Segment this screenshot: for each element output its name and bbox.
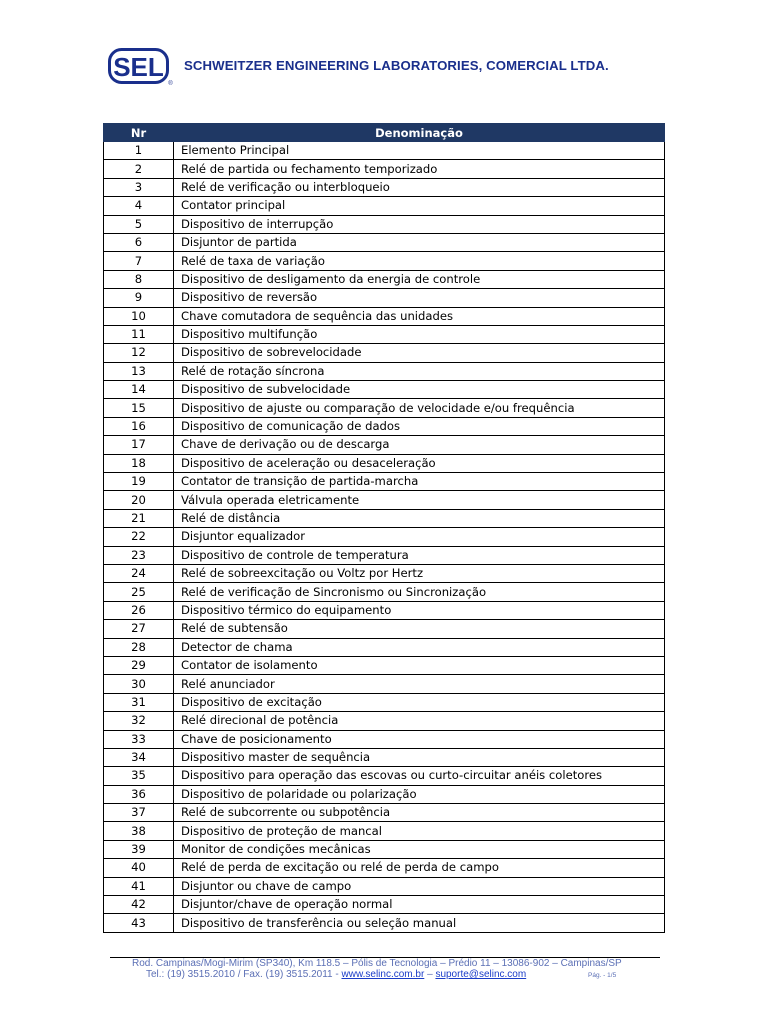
company-name: SCHWEITZER ENGINEERING LABORATORIES, COMERCIAL LTDA. — [184, 58, 609, 73]
row-denomination: Dispositivo de polaridade ou polarização — [174, 785, 665, 803]
table-row — [104, 730, 665, 748]
row-denomination: Relé de rotação síncrona — [174, 362, 665, 380]
registered-mark: ® — [168, 81, 173, 86]
row-denomination: Relé de distância — [174, 509, 665, 527]
row-number: 38 — [104, 822, 174, 840]
row-denomination: Dispositivo de transferência ou seleção manual — [174, 914, 665, 932]
footer-separator: – — [424, 969, 436, 980]
row-number: 22 — [104, 528, 174, 546]
row-denomination: Chave de derivação ou de descarga — [174, 436, 665, 454]
page-number: Pág. - 1/5 — [588, 972, 617, 979]
row-number: 13 — [104, 362, 174, 380]
row-denomination: Relé de verificação de Sincronismo ou Sincronização — [174, 583, 665, 601]
row-number: 9 — [104, 289, 174, 307]
table-row — [104, 307, 665, 325]
table-row — [104, 454, 665, 472]
table-header-row — [104, 124, 665, 142]
table-row — [104, 914, 665, 932]
row-number: 28 — [104, 638, 174, 656]
table-row — [104, 436, 665, 454]
table-row — [104, 233, 665, 251]
table-row — [104, 896, 665, 914]
row-denomination: Chave comutadora de sequência das unidades — [174, 307, 665, 325]
row-number: 19 — [104, 473, 174, 491]
table-row — [104, 546, 665, 564]
table-row — [104, 197, 665, 215]
row-number: 17 — [104, 436, 174, 454]
column-header-denominacao: Denominação — [174, 124, 665, 142]
row-denomination: Disjuntor ou chave de campo — [174, 877, 665, 895]
row-number: 30 — [104, 675, 174, 693]
row-denomination: Monitor de condições mecânicas — [174, 840, 665, 858]
row-number: 8 — [104, 270, 174, 288]
row-denomination: Dispositivo de desligamento da energia de controle — [174, 270, 665, 288]
row-denomination: Dispositivo de ajuste ou comparação de velocidade e/ou frequência — [174, 399, 665, 417]
row-number: 12 — [104, 344, 174, 362]
table-row — [104, 693, 665, 711]
table-row — [104, 620, 665, 638]
row-denomination: Disjuntor de partida — [174, 233, 665, 251]
row-number: 25 — [104, 583, 174, 601]
row-number: 39 — [104, 840, 174, 858]
row-number: 43 — [104, 914, 174, 932]
column-header-nr: Nr — [104, 124, 174, 142]
footer-address: Rod. Campinas/Mogi-Mirim (SP340), Km 118.5 – Pólis de Tecnologia – Prédio 11 – 13086-902 – Campinas/SP — [132, 958, 622, 969]
row-denomination: Dispositivo de aceleração ou desaceleração — [174, 454, 665, 472]
table-row — [104, 601, 665, 619]
row-denomination: Dispositivo de comunicação de dados — [174, 417, 665, 435]
table-row — [104, 160, 665, 178]
row-number: 23 — [104, 546, 174, 564]
sel-logo — [108, 48, 174, 86]
row-denomination: Dispositivo de reversão — [174, 289, 665, 307]
row-denomination: Dispositivo de proteção de mancal — [174, 822, 665, 840]
row-denomination: Relé de perda de excitação ou relé de perda de campo — [174, 859, 665, 877]
row-number: 6 — [104, 233, 174, 251]
table-row — [104, 509, 665, 527]
row-number: 33 — [104, 730, 174, 748]
row-number: 34 — [104, 748, 174, 766]
row-number: 37 — [104, 804, 174, 822]
table-row — [104, 178, 665, 196]
row-number: 15 — [104, 399, 174, 417]
logo-text: SEL — [113, 52, 164, 82]
row-denomination: Dispositivo de subvelocidade — [174, 381, 665, 399]
table-row — [104, 381, 665, 399]
row-denomination: Dispositivo de interrupção — [174, 215, 665, 233]
row-denomination: Contator de transição de partida-marcha — [174, 473, 665, 491]
row-denomination: Relé direcional de potência — [174, 712, 665, 730]
row-denomination: Dispositivo multifunção — [174, 325, 665, 343]
table-row — [104, 712, 665, 730]
row-denomination: Relé de subcorrente ou subpotência — [174, 804, 665, 822]
table-row — [104, 767, 665, 785]
row-number: 2 — [104, 160, 174, 178]
row-denomination: Dispositivo de sobrevelocidade — [174, 344, 665, 362]
table-row — [104, 656, 665, 674]
row-denomination: Contator de isolamento — [174, 656, 665, 674]
table-row — [104, 270, 665, 288]
table-row — [104, 252, 665, 270]
row-number: 40 — [104, 859, 174, 877]
table-row — [104, 804, 665, 822]
row-denomination: Disjuntor equalizador — [174, 528, 665, 546]
table-row — [104, 583, 665, 601]
row-denomination: Disjuntor/chave de operação normal — [174, 896, 665, 914]
table-row — [104, 675, 665, 693]
footer-phone: Tel.: (19) 3515.2010 / Fax. (19) 3515.2011 - — [146, 969, 342, 980]
row-denomination: Elemento Principal — [174, 142, 665, 160]
row-denomination: Válvula operada eletricamente — [174, 491, 665, 509]
table-row — [104, 748, 665, 766]
row-number: 14 — [104, 381, 174, 399]
table-row — [104, 638, 665, 656]
row-number: 18 — [104, 454, 174, 472]
row-denomination: Relé de partida ou fechamento temporizado — [174, 160, 665, 178]
row-number: 10 — [104, 307, 174, 325]
row-number: 36 — [104, 785, 174, 803]
table-row — [104, 362, 665, 380]
row-denomination: Relé de subtensão — [174, 620, 665, 638]
row-denomination: Relé de verificação ou interbloqueio — [174, 178, 665, 196]
row-denomination: Relé de taxa de variação — [174, 252, 665, 270]
table-row — [104, 417, 665, 435]
table-row — [104, 859, 665, 877]
table-row — [104, 289, 665, 307]
row-denomination: Dispositivo de controle de temperatura — [174, 546, 665, 564]
table-row — [104, 877, 665, 895]
table-row — [104, 822, 665, 840]
row-denomination: Dispositivo térmico do equipamento — [174, 601, 665, 619]
row-denomination: Dispositivo de excitação — [174, 693, 665, 711]
row-number: 4 — [104, 197, 174, 215]
table-row — [104, 142, 665, 160]
row-number: 35 — [104, 767, 174, 785]
row-number: 27 — [104, 620, 174, 638]
row-number: 21 — [104, 509, 174, 527]
table-row — [104, 840, 665, 858]
table-row — [104, 473, 665, 491]
table-row — [104, 785, 665, 803]
row-number: 31 — [104, 693, 174, 711]
table-row — [104, 215, 665, 233]
website-link[interactable]: www.selinc.com.br — [341, 969, 425, 980]
table-body — [104, 142, 665, 933]
device-number-table — [103, 123, 665, 933]
table-row — [104, 491, 665, 509]
row-number: 20 — [104, 491, 174, 509]
row-number: 1 — [104, 142, 174, 160]
row-number: 26 — [104, 601, 174, 619]
table-row — [104, 325, 665, 343]
row-denomination: Contator principal — [174, 197, 665, 215]
row-denomination: Relé de sobreexcitação ou Voltz por Hertz — [174, 564, 665, 582]
row-denomination: Relé anunciador — [174, 675, 665, 693]
row-denomination: Dispositivo para operação das escovas ou curto-circuitar anéis coletores — [174, 767, 665, 785]
footer-contact — [146, 969, 526, 980]
row-number: 41 — [104, 877, 174, 895]
row-number: 29 — [104, 656, 174, 674]
row-denomination: Chave de posicionamento — [174, 730, 665, 748]
page-header — [108, 48, 668, 92]
table-row — [104, 344, 665, 362]
table-row — [104, 399, 665, 417]
row-number: 3 — [104, 178, 174, 196]
row-number: 5 — [104, 215, 174, 233]
row-number: 11 — [104, 325, 174, 343]
table-row — [104, 564, 665, 582]
row-number: 7 — [104, 252, 174, 270]
table-row — [104, 528, 665, 546]
row-denomination: Dispositivo master de sequência — [174, 748, 665, 766]
row-number: 42 — [104, 896, 174, 914]
row-number: 32 — [104, 712, 174, 730]
row-denomination: Detector de chama — [174, 638, 665, 656]
row-number: 24 — [104, 564, 174, 582]
row-number: 16 — [104, 417, 174, 435]
email-link[interactable]: suporte@selinc.com — [435, 969, 527, 980]
